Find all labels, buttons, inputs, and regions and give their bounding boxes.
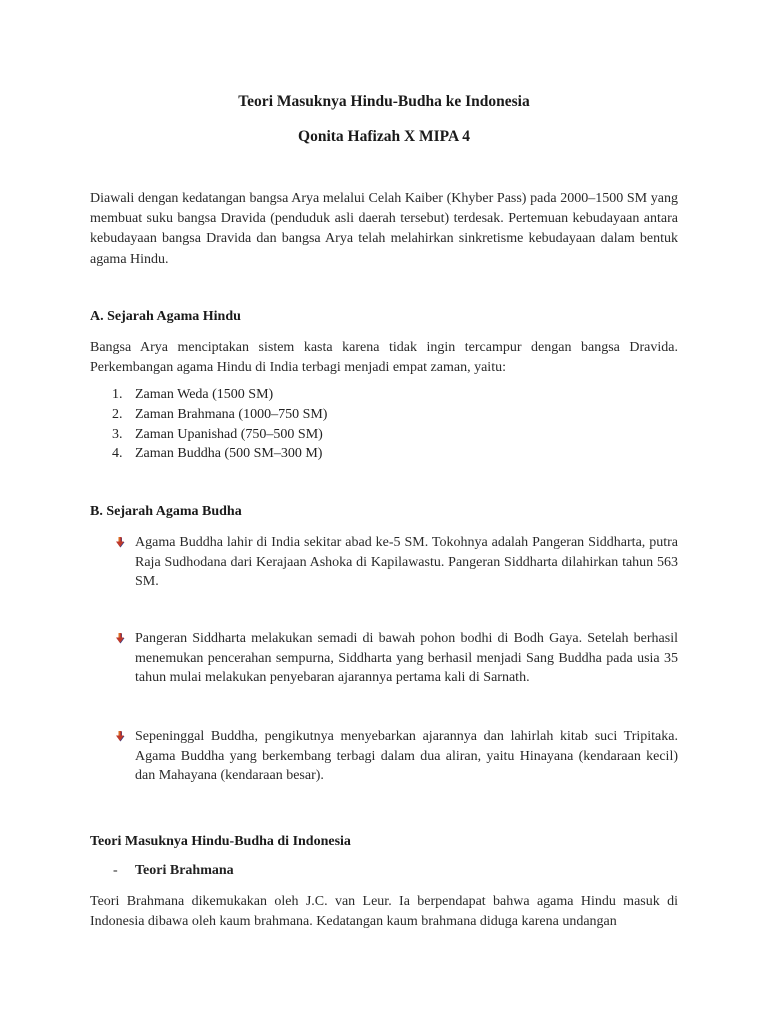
arrow-bullet-icon xyxy=(115,537,126,548)
section-c-paragraph: Teori Brahmana dikemukakan oleh J.C. van Leur. Ia berpendapat bahwa agama Hindu masuk di Indonesia dibawa oleh kaum brahmana. Kedatangan kaum brahmana diduga karena undangan xyxy=(90,894,678,930)
list-item xyxy=(90,405,678,425)
section-a-paragraph: Bangsa Arya menciptakan sistem kasta karena tidak ingin tercampur dengan bangsa Dravida. Perkembangan agama Hindu di India terbagi menjadi empat zaman, yaitu: xyxy=(90,340,678,376)
bullet-item xyxy=(90,629,678,688)
dash-marker: - xyxy=(113,863,118,878)
document-author: Qonita Hafizah X MIPA 4 xyxy=(298,128,470,145)
list-item-text: Zaman Buddha (500 SM–300 M) xyxy=(135,446,323,462)
arrow-bullet-icon xyxy=(115,731,126,742)
list-item-number: 4. xyxy=(112,446,123,462)
bullet-text: Pangeran Siddharta melakukan semadi di bawah pohon bodhi di Bodh Gaya. Setelah berhasil menemukan pencerahan sempurna, Siddharta yang berhasil menjadi Sang Buddha pada usia 35 tahun mulai melakukan penyebaran ajarannya pertama kali di Sarnath. xyxy=(135,631,678,685)
sub-heading-brahmana xyxy=(90,863,234,879)
list-item-number: 1. xyxy=(112,387,123,402)
arrow-bullet-icon xyxy=(115,633,126,644)
list-item-text: Zaman Upanishad (750–500 SM) xyxy=(135,426,323,442)
bullet-item xyxy=(90,727,678,786)
document-title: Teori Masuknya Hindu-Budha ke Indonesia xyxy=(238,93,530,110)
list-item-number: 2. xyxy=(112,406,123,422)
document-page xyxy=(90,0,678,1024)
section-b-heading: B. Sejarah Agama Budha xyxy=(90,504,242,519)
bullet-text: Sepeninggal Buddha, pengikutnya menyebarkan ajarannya dan lahirlah kitab suci Tripitaka. Agama Buddha yang berkembang terbagi dalam dua aliran, yaitu Hinayana (kendaraan kecil) dan Mahayana (kendaraan besar). xyxy=(135,729,678,783)
list-item-text: Zaman Weda (1500 SM) xyxy=(135,387,274,402)
list-item xyxy=(90,444,678,464)
bullet-item xyxy=(90,533,678,592)
sub-heading-text: Teori Brahmana xyxy=(135,863,234,878)
hindu-eras-list xyxy=(90,385,678,464)
list-item xyxy=(90,425,678,445)
section-a-heading: A. Sejarah Agama Hindu xyxy=(90,309,241,324)
section-c-heading: Teori Masuknya Hindu-Budha di Indonesia xyxy=(90,834,351,849)
list-item-text: Zaman Brahmana (1000–750 SM) xyxy=(135,406,328,422)
list-item xyxy=(90,385,678,405)
intro-paragraph: Diawali dengan kedatangan bangsa Arya melalui Celah Kaiber (Khyber Pass) pada 2000–1500 SM yang membuat suku bangsa Dravida (penduduk asli daerah tersebut) terdesak. Pertemuan kebudayaan antara kebudayaan bangsa Dravida dan bangsa Arya telah melahirkan sinkretisme kebudayaan dalam bentuk agama Hindu. xyxy=(90,191,678,267)
bullet-text: Agama Buddha lahir di India sekitar abad ke-5 SM. Tokohnya adalah Pangeran Siddharta, putra Raja Sudhodana dari Kerajaan Ashoka di Kapilawastu. Pangeran Siddharta dilahirkan tahun 563 SM. xyxy=(135,535,678,589)
list-item-number: 3. xyxy=(112,426,123,442)
